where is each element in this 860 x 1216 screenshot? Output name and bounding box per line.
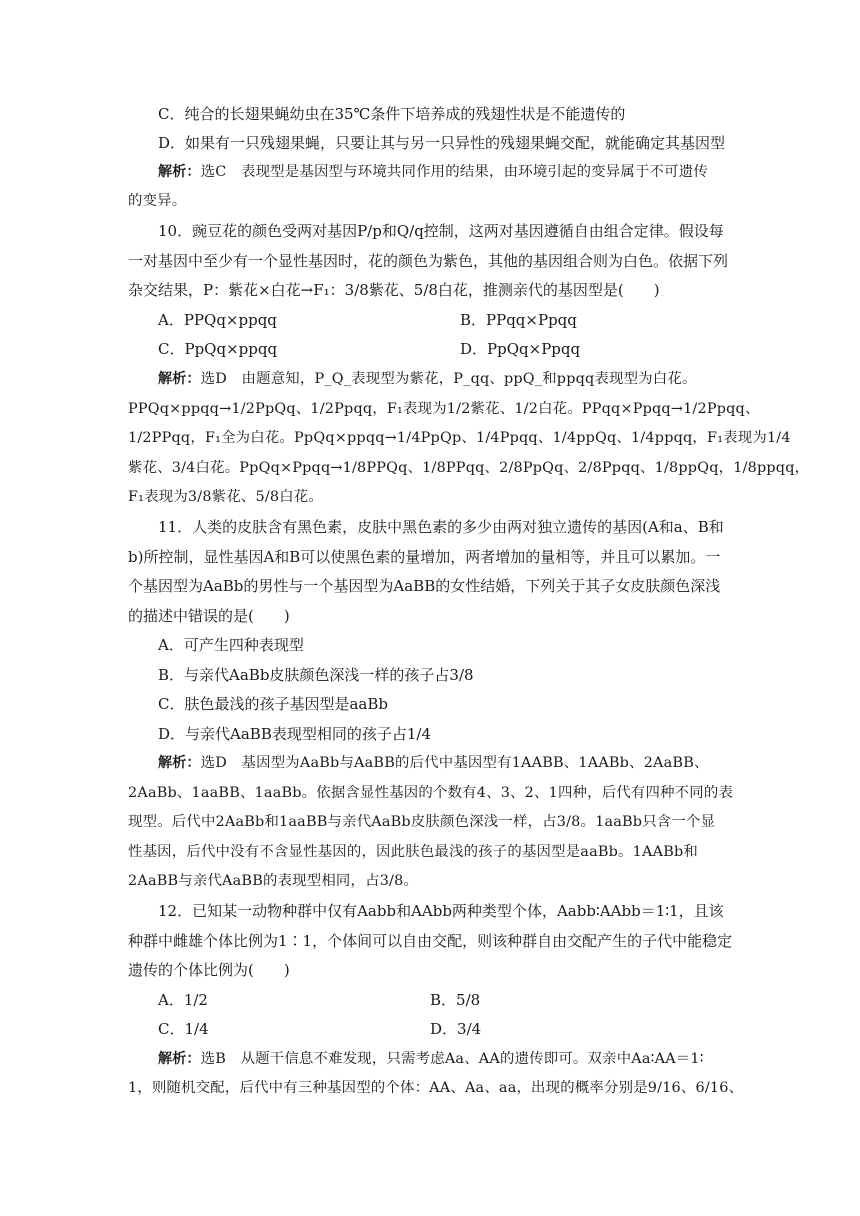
q11-stem-line-2: b)所控制，显性基因A和B可以使黑色素的量增加，两者增加的量相等，并且可以累加。一 (128, 548, 721, 566)
q12-option-d: D．3/4 (430, 1020, 482, 1038)
q12-analysis-label: 解析： (158, 1051, 201, 1067)
q10-analysis-label: 解析： (158, 371, 201, 387)
q10-analysis-line (158, 369, 770, 389)
q9-analysis-line-2: 的变异。 (128, 193, 187, 209)
q11-stem-line-3: 个基因型为AaBb的男性与一个基因型为AaBB的女性结婚，下列关于其子女皮肤颜色深浅 (128, 577, 721, 595)
q11-option-a: A．可产生四种表现型 (158, 636, 304, 654)
q9-option-c: C．纯合的长翅果蝇幼虫在35℃条件下培养成的残翅性状是不能遗传的 (158, 105, 626, 123)
q11-option-d: D．与亲代AaBB表现型相同的孩子占1/4 (158, 725, 431, 743)
q12-analysis-line-2: 1，则随机交配，后代中有三种基因型的个体：AA、Aa、aa，出现的概率分别是9/16、6/16、 (128, 1080, 744, 1096)
q10-stem-line-2: 一对基因中至少有一个显性基因时，花的颜色为紫色，其他的基因组合则为白色。依据下列 (128, 252, 729, 270)
q9-analysis-label: 解析： (158, 164, 201, 180)
q12-option-a: A．1/2 (158, 991, 208, 1009)
q12-analysis-text: 选B 从题干信息不难发现，只需考虑Aa、AA的遗传即可。双亲中Aa∶AA＝1∶ (200, 1051, 704, 1067)
q11-stem-line-1: 11．人类的皮肤含有黑色素，皮肤中黑色素的多少由两对独立遗传的基因(A和a、B和 (158, 518, 724, 536)
q12-stem-line-2: 种群中雌雄个体比例为1∶1，个体间可以自由交配，则该种群自由交配产生的子代中能稳定 (128, 932, 733, 950)
q11-analysis-line-4: 性基因，后代中没有不含显性基因的，因此肤色最浅的孩子的基因型是aaBb。1AABb和 (128, 844, 698, 860)
q11-analysis-line-3: 现型。后代中2AaBb和1aaBB与亲代AaBb皮肤颜色深浅一样，占3/8。1aaBb只含一个显 (128, 814, 716, 830)
q11-analysis-line-5: 2AaBB与亲代AaBB的表现型相同，占3/8。 (128, 873, 419, 889)
q9-analysis-text: 选C 表现型是基因型与环境共同作用的结果，由环境引起的变异属于不可遗传 (200, 164, 708, 180)
q12-analysis-line (158, 1049, 770, 1069)
q10-option-c: C．PpQq×ppqq (158, 340, 278, 358)
q10-option-b: B．PPqq×Ppqq (460, 311, 577, 329)
q10-analysis-line-3: 1/2PPqq，F₁全为白花。PpQq×ppqq→1/4PpQp、1/4Ppqq、1/4ppQq、1/4ppqq，F₁表现为1/4 (128, 430, 791, 446)
q12-stem-line-1: 12．已知某一动物种群中仅有Aabb和AAbb两种类型个体，Aabb∶AAbb＝1∶1，且该 (158, 902, 724, 920)
q11-analysis-label: 解析： (158, 755, 201, 771)
q11-analysis-text: 选D 基因型为AaBb与AaBB的后代中基因型有1AABB、1AABb、2AaBB、 (200, 755, 709, 771)
q11-option-c: C．肤色最浅的孩子基因型是aaBb (158, 695, 388, 713)
q10-stem-line-3: 杂交结果，P：紫花×白花→F₁：3/8紫花、5/8白花，推测亲代的基因型是( ) (128, 281, 660, 299)
q11-option-b: B．与亲代AaBb皮肤颜色深浅一样的孩子占3/8 (158, 666, 474, 684)
q9-analysis-line (158, 162, 770, 182)
q12-option-c: C．1/4 (158, 1020, 209, 1038)
q12-option-b: B．5/8 (430, 991, 481, 1009)
q10-option-d: D．PpQq×Ppqq (460, 340, 581, 358)
q12-stem-line-3: 遗传的个体比例为( ) (128, 961, 290, 979)
q10-analysis-text: 选D 由题意知，P_Q_表现型为紫花，P_qq、ppQ_和ppqq表现型为白花。 (200, 371, 697, 387)
q11-stem-line-4: 的描述中错误的是( ) (128, 607, 290, 625)
q9-option-d: D．如果有一只残翅果蝇，只要让其与另一只异性的残翅果蝇交配，就能确定其基因型 (158, 134, 726, 152)
q11-analysis-line-2: 2AaBb、1aaBB、1aaBb。依据含显性基因的个数有4、3、2、1四种，后代有四种不同的表 (128, 785, 734, 801)
q11-analysis-line (158, 753, 770, 773)
q10-analysis-line-4: 紫花、3/4白花。PpQq×Ppqq→1/8PPQq、1/8PPqq、2/8PpQq、2/8Ppqq、1/8ppQq，1/8ppqq， (128, 460, 810, 476)
q10-analysis-line-2: PPQq×ppqq→1/2PpQq、1/2Ppqq，F₁表现为1/2紫花、1/2白花。PPqq×Ppqq→1/2Ppqq、 (128, 401, 760, 417)
q10-option-a: A．PPQq×ppqq (158, 311, 277, 329)
q10-analysis-line-5: F₁表现为3/8紫花、5/8白花。 (128, 489, 323, 505)
q10-stem-line-1: 10．豌豆花的颜色受两对基因P/p和Q/q控制，这两对基因遵循自由组合定律。假设每 (158, 222, 724, 240)
